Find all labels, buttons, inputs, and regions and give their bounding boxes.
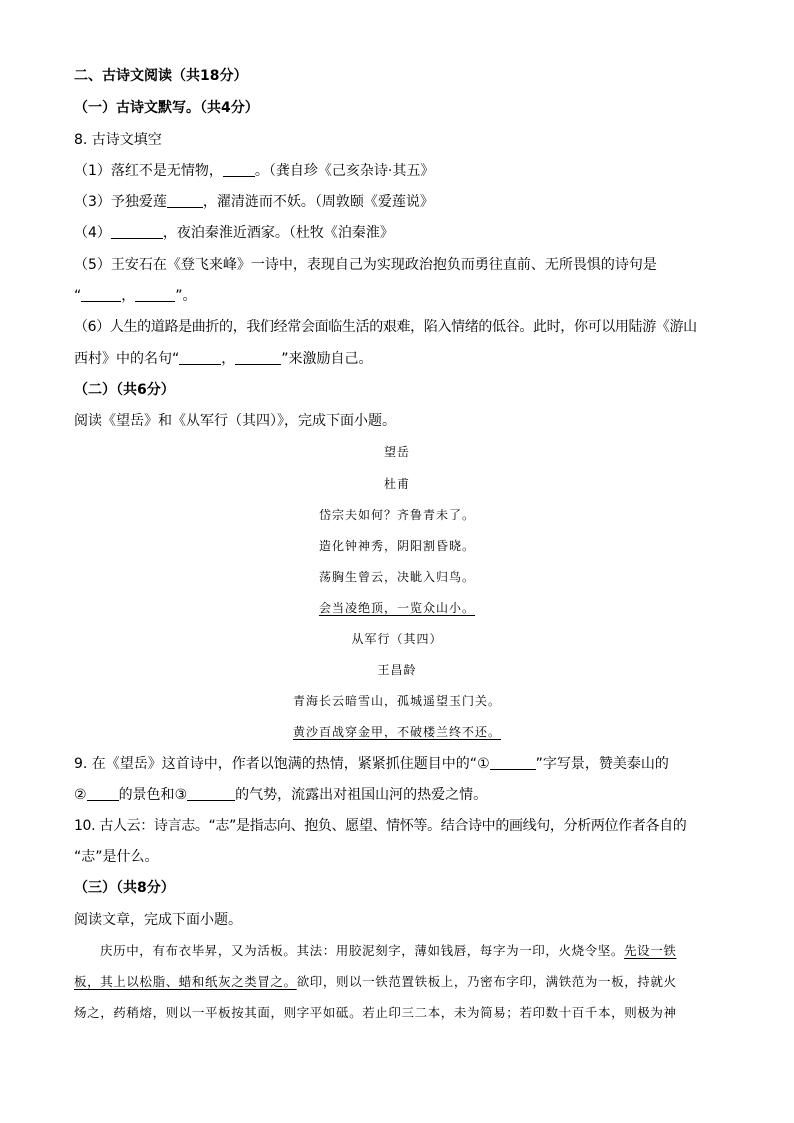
- part3-intro: 阅读文章，完成下面小题。: [74, 912, 242, 928]
- part2-intro: 阅读《望岳》和《从军行（其四）》，完成下面小题。: [74, 413, 396, 429]
- question-9-text: 的气势，流露出对祖国山河的热爱之情。: [235, 787, 488, 803]
- underlined-text: 板，其上以松脂、蜡和纸灰之类冒之。: [74, 974, 297, 989]
- question-8-6-suffix: ”来激励自己。: [281, 351, 373, 367]
- open-quote: “: [74, 288, 82, 304]
- passage-line: [100, 942, 676, 960]
- answer-blank[interactable]: [167, 193, 203, 208]
- passage-text: 庆历中，有布衣毕昇，又为活板。其法：用胶泥刻字，薄如钱唇，每字为一印，火烧令坚。: [100, 943, 625, 958]
- blank-marker: ③: [174, 787, 188, 803]
- poem1-title: 望岳: [383, 445, 410, 459]
- poem1-line: 岱宗夫如何？齐鲁青未了。: [318, 508, 475, 522]
- question-8-1-source: 。（龚自珍《己亥杂诗·其五》: [254, 163, 435, 179]
- underlined-text: 会当凌绝顶，一览众山小。: [318, 601, 475, 615]
- question-8-3: [74, 193, 434, 211]
- question-9-text: 的景色和: [118, 787, 175, 803]
- question-8-5: （5）王安石在《登飞来峰》一诗中，表现自己为实现政治抱负而勇往直前、无所畏惧的诗句是: [74, 257, 657, 273]
- question-8-6-answer: [74, 350, 373, 368]
- question-8-4-text: （4）: [74, 225, 111, 241]
- part2-heading: （二）（共6分）: [74, 382, 175, 398]
- underlined-text: 先设一铁: [624, 943, 677, 958]
- poem1-line: 造化钟神秀，阴阳割昏晓。: [318, 539, 475, 553]
- question-9-text: 9. 在《望岳》这首诗中，作者以饱满的热情，紧紧抓住题目中的“: [74, 756, 478, 772]
- answer-blank[interactable]: [235, 350, 281, 365]
- section-title: 二、古诗文阅读（共18分）: [74, 68, 248, 84]
- answer-blank[interactable]: [187, 786, 235, 801]
- underlined-text: 黄沙百战穿金甲，不破楼兰终不还。: [292, 725, 501, 739]
- poem1-underlined-line: [0, 599, 794, 617]
- passage-text: 欲印，则以一铁范置铁板上，乃密布字印，满铁范为一板，持就火: [296, 974, 677, 989]
- answer-blank[interactable]: [135, 287, 175, 302]
- question-8-6-text: 西村》中的名句“: [74, 351, 180, 367]
- poem2-line: 青海长云暗雪山，孤城遥望玉门关。: [292, 694, 501, 708]
- answer-blank[interactable]: [223, 162, 255, 177]
- close-quote: ”。: [175, 288, 197, 304]
- question-10-cont: “志”是什么。: [74, 849, 159, 865]
- answer-blank[interactable]: [87, 786, 119, 801]
- comma: ，: [121, 288, 136, 304]
- question-10: 10. 古人云：诗言志。“志”是指志向、抱负、愿望、情怀等。结合诗中的画线句，分析两位作者各自的: [74, 818, 687, 834]
- poem2-title: 从军行（其四）: [351, 632, 443, 646]
- question-8-5-answer: [74, 287, 197, 305]
- question-9: [74, 755, 669, 773]
- answer-blank[interactable]: [179, 350, 221, 365]
- poem1-author: 杜甫: [383, 477, 410, 491]
- passage-line: 炀之，药稍熔，则以一平板按其面，则字平如砥。若止印三二本，未为简易；若印数十百千本，则极为神: [74, 1005, 677, 1020]
- question-8-3-text: （3）予独爱莲: [74, 194, 167, 210]
- question-9-text: ”字写景，赞美泰山的: [535, 756, 669, 772]
- passage-line: [74, 973, 677, 991]
- answer-blank[interactable]: [111, 224, 163, 239]
- part3-heading: （三）（共8分）: [74, 880, 175, 896]
- question-8-6: （6）人生的道路是曲折的，我们经常会面临生活的艰难，陷入情绪的低谷。此时，你可以用陆游《游山: [74, 319, 697, 335]
- part1-heading: （一）古诗文默写。（共4分）: [74, 100, 259, 116]
- answer-blank[interactable]: [81, 287, 121, 302]
- question-8-title: 8. 古诗文填空: [74, 132, 162, 148]
- comma: ，: [221, 351, 236, 367]
- answer-blank[interactable]: [490, 755, 536, 770]
- poem2-underlined-line: [0, 723, 794, 741]
- question-8-4-source: ，夜泊秦淮近酒家。（杜牧《泊秦淮》: [162, 225, 394, 241]
- poem2-author: 王昌龄: [377, 663, 417, 677]
- question-8-3-source: ，濯清涟而不妖。（周敦颐《爱莲说》: [202, 194, 434, 210]
- question-9-cont: [74, 786, 487, 804]
- poem1-line: 荡胸生曾云，决眦入归鸟。: [318, 570, 475, 584]
- question-8-1-text: （1）落红不是无情物，: [74, 163, 223, 179]
- blank-marker: ②: [74, 787, 87, 803]
- blank-marker: ①: [477, 756, 490, 772]
- question-8-1: [74, 162, 434, 180]
- question-8-4: [74, 224, 394, 242]
